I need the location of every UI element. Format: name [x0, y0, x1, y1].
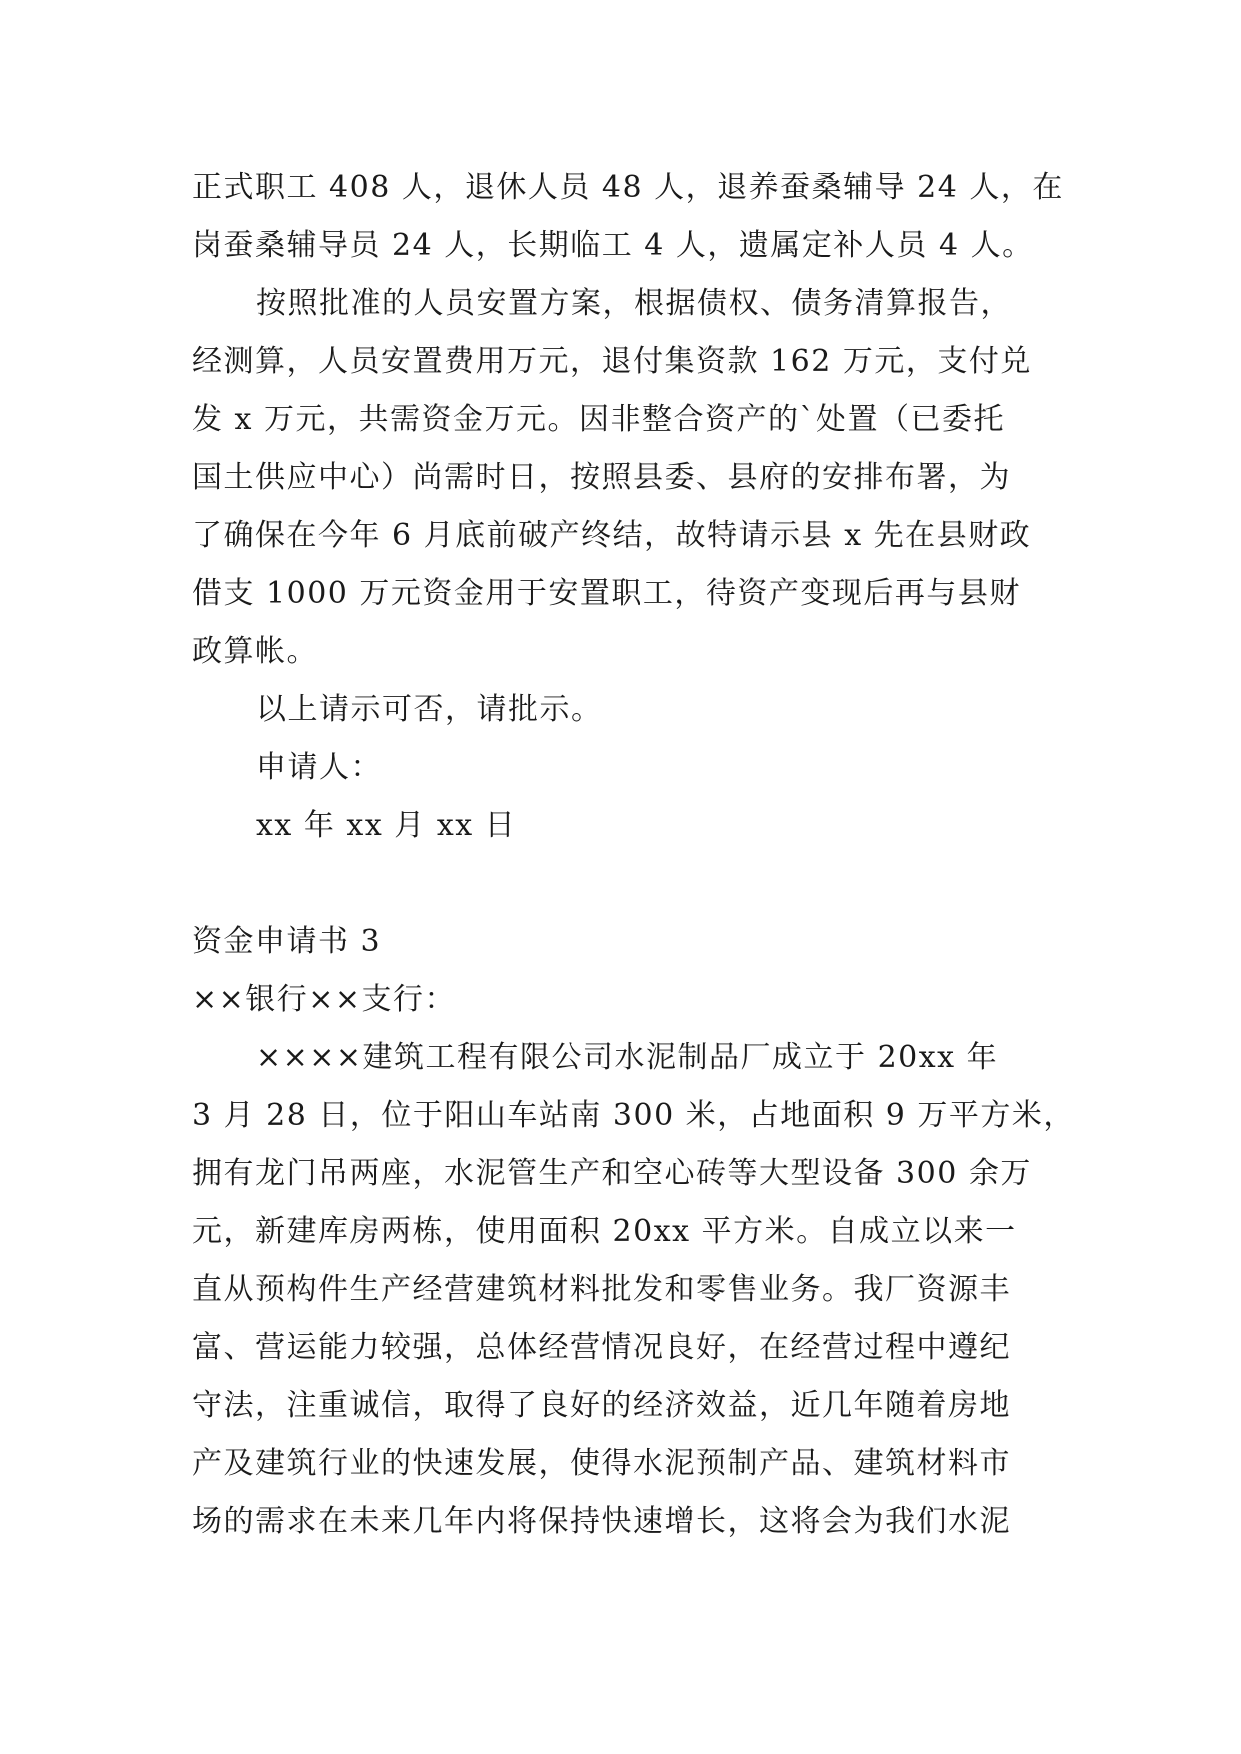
text-line-23: 场的需求在未来几年内将保持快速增长，这将会为我们水泥 [192, 1504, 1011, 1539]
text-line-21: 守法，注重诚信，取得了良好的经济效益，近几年随着房地 [192, 1388, 1011, 1423]
date-line: xx 年 xx 月 xx 日 [256, 808, 517, 843]
text-line-17: 拥有龙门吊两座，水泥管生产和空心砖等大型设备 300 余万 [192, 1156, 1032, 1191]
text-line-18: 元，新建库房两栋，使用面积 20xx 平方米。自成立以来一 [192, 1214, 1017, 1249]
text-line-22: 产及建筑行业的快速发展，使得水泥预制产品、建筑材料市 [192, 1446, 1011, 1481]
applicant-label: 申请人： [256, 750, 382, 785]
text-line-16: 3 月 28 日，位于阳山车站南 300 米，占地面积 9 万平方米， [192, 1098, 1075, 1133]
section-title: 资金申请书 3 [192, 924, 382, 959]
text-line-5: 发 x 万元，共需资金万元。因非整合资产的`处置（已委托 [192, 402, 1005, 437]
paragraph-start-line: 按照批准的人员安置方案，根据债权、债务清算报告， [256, 286, 1012, 321]
text-line-19: 直从预构件生产经营建筑材料批发和零售业务。我厂资源丰 [192, 1272, 1011, 1307]
text-line-1: 正式职工 408 人，退休人员 48 人，退养蚕桑辅导 24 人，在 [192, 170, 1064, 205]
text-line-8: 借支 1000 万元资金用于安置职工，待资产变现后再与县财 [192, 576, 1021, 611]
text-line-20: 富、营运能力较强，总体经营情况良好，在经营过程中遵纪 [192, 1330, 1011, 1365]
addressee-line: ××银行××支行： [192, 982, 457, 1017]
text-line-9: 政算帐。 [192, 634, 318, 669]
text-line-2: 岗蚕桑辅导员 24 人，长期临工 4 人，遗属定补人员 4 人。 [192, 228, 1034, 263]
closing-request-line: 以上请示可否，请批示。 [256, 692, 603, 727]
text-line-7: 了确保在今年 6 月底前破产终结，故特请示县 x 先在县财政 [192, 518, 1032, 553]
paragraph-start-line: ××××建筑工程有限公司水泥制品厂成立于 20xx 年 [256, 1040, 999, 1075]
text-line-6: 国土供应中心）尚需时日，按照县委、县府的安排布署，为 [192, 460, 1011, 495]
text-line-4: 经测算，人员安置费用万元，退付集资款 162 万元，支付兑 [192, 344, 1032, 379]
